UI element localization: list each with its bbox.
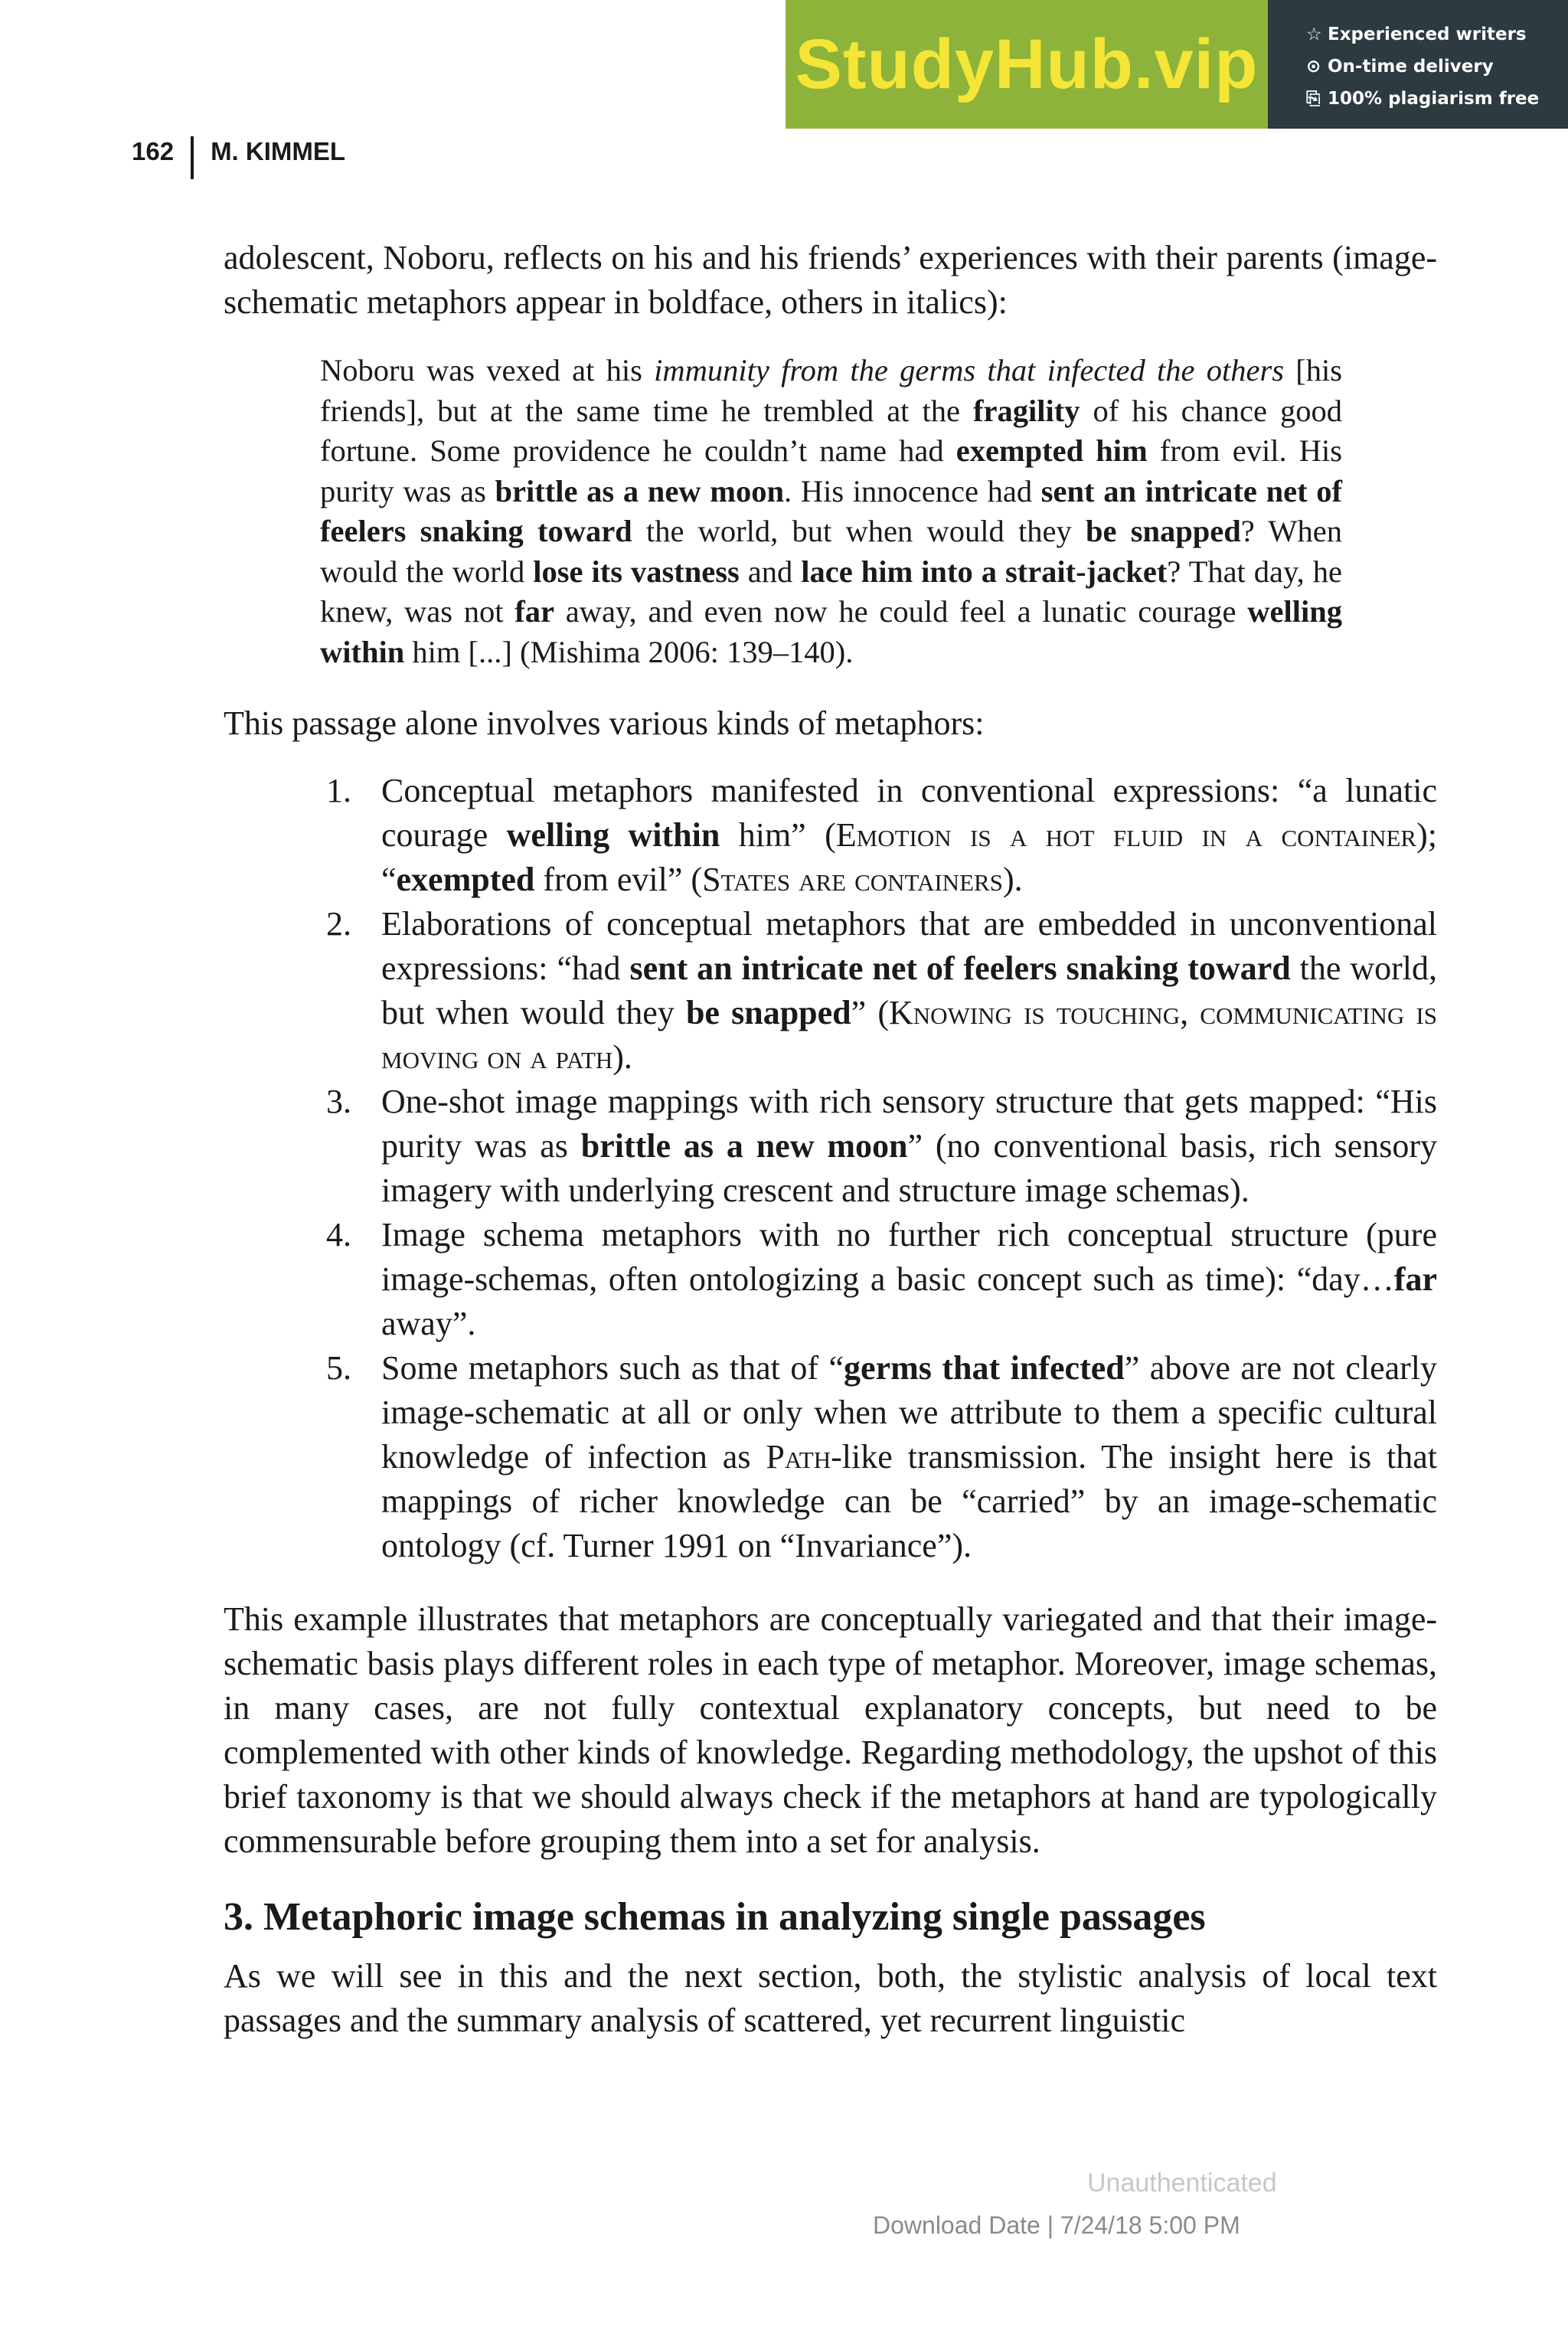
brand-logo[interactable]: StudyHub.vip	[786, 0, 1268, 129]
divider	[191, 136, 194, 179]
download-footer: Download Date | 7/24/18 5:00 PM	[873, 2211, 1240, 2239]
list-number: 1.	[326, 772, 351, 809]
document-icon: ⎘	[1306, 89, 1321, 109]
list-number: 3.	[326, 1083, 351, 1120]
section-heading: 3. Metaphoric image schemas in analyzing single passages	[224, 1895, 1206, 1939]
author-name: M. KIMMEL	[211, 137, 346, 165]
ad-banner[interactable]	[786, 0, 1568, 129]
list-number: 2.	[326, 905, 351, 943]
block-quote: Noboru was vexed at his immunity from the germs that infected the others [his friends], but at the same time he trembled at the fragility of his chance good fortune. Some providence he couldn’t name had exempted him from evil. His purity was as brittle as a new moon. His innocence had sent an intricate net of feelers snaking toward the world, but when would they be snapped? When would the world lose its vastness and lace him into a strait-jacket? That day, he knew, was not far away, and even now he could feel a lunatic courage welling within him [...] (Mishima 2006: 139–140).	[320, 353, 1343, 669]
banner-feature-list	[1268, 0, 1568, 129]
list-text: Elaborations of conceptual metaphors that are embedded in unconventional expressions: “had sent an intricate net of feelers snaking toward the world, but when would they be snapped” (Knowing is touching, communicating is moving on a path).	[381, 905, 1438, 1076]
list-text: One-shot image mappings with rich sensory structure that gets mapped: “His purity was as brittle as a new moon” (no conventional basis, rich sensory imagery with underlying crescent and structure image schemas).	[381, 1083, 1438, 1209]
feature-label: 100% plagiarism free	[1328, 89, 1540, 109]
conclusion-paragraph: This example illustrates that metaphors are conceptually variegated and that their image-schematic basis plays different roles in each type of metaphor. Moreover, image schemas, in many cases, are not fully contextual explanatory concepts, but need to be complemented with other kinds of knowledge. Regarding methodology, the upshot of this brief taxonomy is that we should always check if the metaphors at hand are typologically commensurable before grouping them into a set for analysis.	[224, 1600, 1437, 1860]
list-number: 5.	[326, 1349, 351, 1387]
feature-label: On-time delivery	[1328, 57, 1494, 77]
star-icon: ☆	[1306, 25, 1322, 44]
feature-label: Experienced writers	[1328, 25, 1527, 44]
metaphor-list	[224, 769, 1437, 1568]
list-number: 4.	[326, 1216, 351, 1253]
watermark: Unauthenticated	[1087, 2168, 1277, 2198]
clock-icon: ⊙	[1306, 57, 1321, 77]
list-item	[326, 902, 1437, 1080]
list-text: Some metaphors such as that of “germs that infected” above are not clearly image-schematic at all or only when we attribute to them a specific cultural knowledge of infection as Path-like transmission. The insight here is that mappings of richer knowledge can be “carried” by an image-schematic ontology (cf. Turner 1991 on “Invariance”).	[381, 1349, 1438, 1564]
feature-item	[1306, 51, 1568, 83]
list-text: Image schema metaphors with no further rich conceptual structure (pure image-schemas, often ontologizing a basic concept such as time): “day…far away”.	[381, 1216, 1437, 1342]
list-item	[326, 1080, 1437, 1213]
list-text: Conceptual metaphors manifested in conventional expressions: “a lunatic courage welling within him” (Emotion is a hot fluid in a container); “exempted from evil” (States are containers).	[381, 772, 1437, 898]
section-paragraph: As we will see in this and the next section, both, the stylistic analysis of local text passages and the summary analysis of scattered, yet recurrent linguistic	[224, 1957, 1437, 2039]
passage-intro: This passage alone involves various kinds of metaphors:	[224, 704, 985, 742]
list-item	[326, 1213, 1437, 1346]
feature-item	[1306, 18, 1568, 51]
list-item	[326, 1346, 1437, 1568]
running-head	[132, 130, 345, 173]
page-content	[224, 236, 1437, 2043]
page-number: 162	[132, 137, 175, 165]
intro-paragraph: adolescent, Noboru, reflects on his and his friends’ experiences with their parents (image-schematic metaphors appear in boldface, others in italics):	[224, 239, 1437, 321]
feature-item	[1306, 83, 1568, 115]
list-item	[326, 769, 1437, 902]
